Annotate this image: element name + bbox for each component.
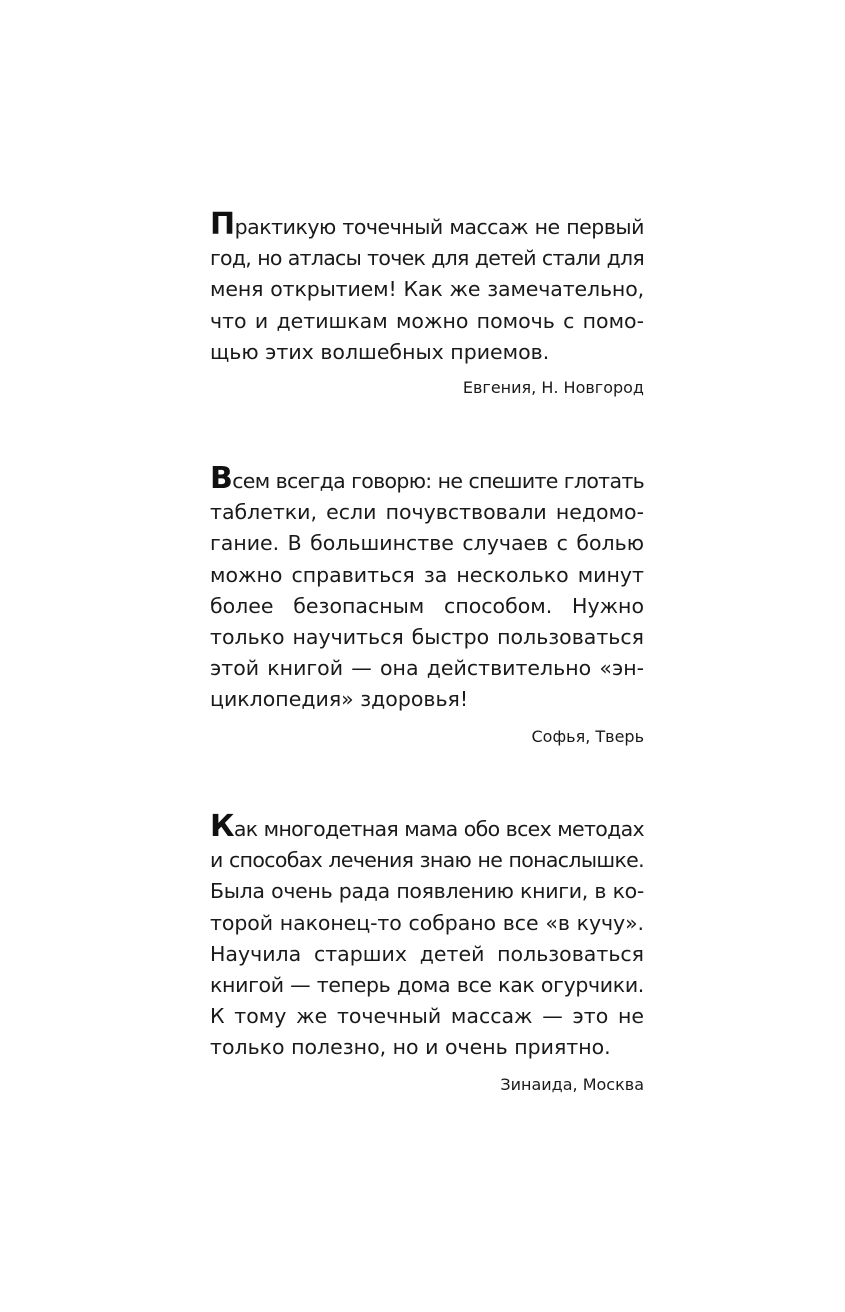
- testimonial-author: Зинаида, Москва: [500, 1074, 644, 1094]
- text-line: Всем всегда говорю: не спешите глотать: [210, 461, 644, 496]
- text-line: таблетки, если почувствовали недомо-: [210, 500, 644, 525]
- testimonial-2: [210, 461, 644, 747]
- testimonial-text: [210, 461, 644, 716]
- text-line: более безопасным способом. Нужно: [210, 593, 644, 618]
- text-line: торой наконец-то собрано все «в кучу».: [210, 910, 644, 935]
- drop-cap: В: [210, 461, 233, 496]
- testimonial-text: [210, 809, 644, 1064]
- testimonial-author: Софья, Тверь: [531, 726, 644, 746]
- text-line: можно справиться за несколько минут: [210, 562, 644, 587]
- text-line: только научиться быстро пользоваться: [210, 625, 644, 650]
- text-line: год, но атласы точек для детей стали для: [210, 246, 644, 271]
- text-line: гание. В большинстве случаев с болью: [210, 531, 644, 556]
- text-line: Научила старших детей пользоваться: [210, 941, 644, 966]
- text-line: книгой — теперь дома все как огурчики.: [210, 973, 644, 998]
- testimonial-author: Евгения, Н. Новгород: [462, 378, 644, 398]
- drop-cap: К: [210, 809, 234, 844]
- text-line: Как многодетная мама обо всех методах: [210, 809, 644, 844]
- drop-cap: П: [210, 207, 235, 242]
- text-line: только полезно, но и очень приятно.: [210, 1035, 611, 1060]
- text-line: меня открытием! Как же замечательно,: [210, 277, 644, 302]
- text-line: Практикую точечный массаж не первый: [210, 207, 644, 242]
- testimonial-1: [210, 207, 644, 398]
- testimonial-3: [210, 809, 644, 1095]
- text-line: щью этих волшебных приемов.: [210, 339, 550, 364]
- text-line: циклопедия» здоровья!: [210, 687, 469, 712]
- text-line: Была очень рада появлению книги, в ко-: [210, 879, 644, 904]
- text-line: и способах лечения знаю не понаслышке.: [210, 848, 644, 873]
- text-line: К тому же точечный массаж — это не: [210, 1004, 644, 1029]
- testimonial-text: [210, 207, 644, 368]
- text-line: этой книгой — она действительно «эн-: [210, 656, 644, 681]
- text-line: что и детишкам можно помочь с помо-: [210, 308, 644, 333]
